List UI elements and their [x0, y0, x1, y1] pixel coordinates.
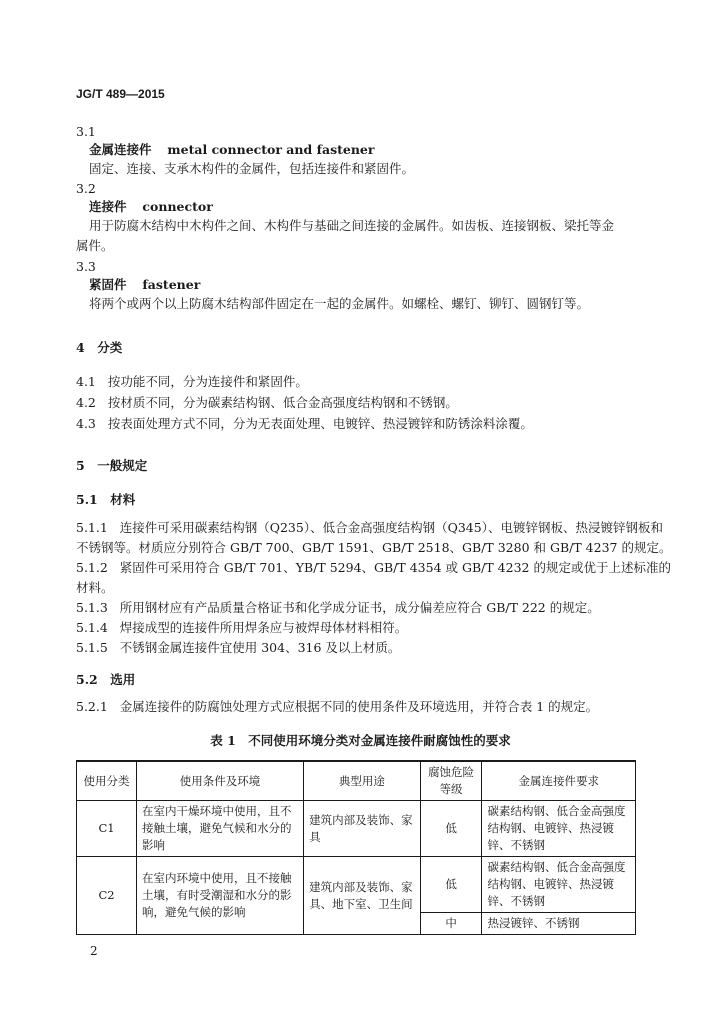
table-header-row	[77, 761, 636, 801]
clause-number: 4.1	[76, 374, 96, 389]
clause	[76, 374, 308, 390]
col-header: 使用分类	[77, 761, 137, 801]
term-en: connector	[142, 199, 213, 214]
def-number: 3.3	[76, 259, 96, 274]
col-header: 使用条件及环境	[137, 761, 304, 801]
clause-number: 5.1.3	[76, 600, 108, 615]
def-number: 3.2	[76, 181, 96, 196]
clause-cont: 不锈钢等。材质应分别符合 GB/T 700、GB/T 1591、GB/T 2518、GB/T 3280 和 GB/T 4237 的规定。	[76, 540, 672, 555]
clause-number: 5.1.2	[76, 560, 108, 575]
col-header: 典型用途	[304, 761, 421, 801]
col-header: 金属连接件要求	[482, 761, 636, 801]
clause	[76, 620, 407, 636]
clause-number: 5.1.1	[76, 520, 108, 535]
clause-number: 5.2.1	[76, 699, 108, 714]
clause	[76, 640, 400, 656]
term-definition: 固定、连接、支承木构件的金属件，包括连接件和紧固件。	[89, 161, 415, 176]
term-definition-cont: 属件。	[76, 238, 114, 253]
clause	[76, 416, 533, 432]
clause	[76, 699, 598, 715]
clause-text: 按表面处理方式不同，分为无表面处理、电镀锌、热浸镀锌和防锈涂料涂覆。	[107, 416, 533, 431]
term-en: metal connector and fastener	[167, 142, 375, 157]
subsection-heading: 5.2 选用	[76, 672, 136, 687]
def-number: 3.1	[76, 124, 96, 139]
cell-requirement: 热浸镀锌、不锈钢	[482, 913, 636, 935]
cell-requirement: 碳素结构钢、低合金高强度结构钢、电镀锌、热浸镀锌、不锈钢	[482, 801, 636, 857]
cell-condition: 在室内环境中使用，且不接触土壤，有时受潮湿和水分的影响，避免气候的影响	[137, 857, 304, 935]
clause-text: 连接件可采用碳素结构钢（Q235）、低合金高强度结构钢（Q345）、电镀锌钢板、热浸镀锌钢板和	[119, 520, 663, 535]
clause	[76, 600, 600, 616]
section-heading: 5 一般规定	[76, 458, 148, 473]
table-row	[77, 801, 636, 857]
col-header: 腐蚀危险等级	[420, 761, 482, 801]
clause	[76, 560, 671, 576]
term-zh: 金属连接件	[89, 142, 152, 157]
clause	[76, 395, 458, 411]
cell-risk: 低	[420, 857, 482, 913]
clause-text: 紧固件可采用符合 GB/T 701、YB/T 5294、GB/T 4354 或 GB/T 4232 的规定或优于上述标准的	[119, 560, 671, 575]
term-en: fastener	[142, 277, 201, 292]
term-title	[89, 277, 200, 293]
cell-class: C2	[77, 857, 137, 935]
term-definition: 用于防腐木结构中木构件之间、木构件与基础之间连接的金属件。如齿板、连接钢板、梁托等金	[89, 218, 615, 233]
clause-text: 按材质不同，分为碳素结构钢、低合金高强度结构钢和不锈钢。	[107, 395, 458, 410]
page-number: 2	[90, 944, 98, 958]
term-zh: 连接件	[89, 199, 127, 214]
clause	[76, 520, 663, 536]
requirements-table	[76, 760, 636, 935]
section-heading: 4 分类	[76, 340, 123, 355]
clause-text: 按功能不同，分为连接件和紧固件。	[107, 374, 308, 389]
clause-text: 焊接成型的连接件所用焊条应与被焊母体材料相符。	[119, 620, 408, 635]
cell-requirement: 碳素结构钢、低合金高强度结构钢、电镀锌、热浸镀锌、不锈钢	[482, 857, 636, 913]
cell-risk: 中	[420, 913, 482, 935]
clause-text: 不锈钢金属连接件宜使用 304、316 及以上材质。	[119, 640, 401, 655]
clause-cont: 材料。	[76, 580, 114, 595]
term-zh: 紧固件	[89, 277, 127, 292]
table-row	[77, 857, 636, 913]
clause-number: 5.1.4	[76, 620, 108, 635]
clause-text: 金属连接件的防腐蚀处理方式应根据不同的使用条件及环境选用，并符合表 1 的规定。	[119, 699, 599, 714]
standard-code: JG/T 489—2015	[76, 87, 165, 101]
clause-number: 4.3	[76, 416, 96, 431]
subsection-heading: 5.1 材料	[76, 492, 136, 507]
term-title	[89, 142, 374, 158]
cell-risk: 低	[420, 801, 482, 857]
term-definition: 将两个或两个以上防腐木结构部件固定在一起的金属件。如螺栓、螺钉、铆钉、圆钢钉等。	[89, 296, 590, 311]
table-caption: 表 1 不同使用环境分类对金属连接件耐腐蚀性的要求	[210, 733, 511, 748]
cell-use: 建筑内部及装饰、家具、地下室、卫生间	[304, 857, 421, 935]
cell-use: 建筑内部及装饰、家具	[304, 801, 421, 857]
cell-class: C1	[77, 801, 137, 857]
cell-condition: 在室内干燥环境中使用，且不接触土壤，避免气候和水分的影响	[137, 801, 304, 857]
clause-number: 4.2	[76, 395, 96, 410]
clause-number: 5.1.5	[76, 640, 108, 655]
clause-text: 所用钢材应有产品质量合格证书和化学成分证书，成分偏差应符合 GB/T 222 的规定。	[119, 600, 600, 615]
term-title	[89, 199, 213, 215]
